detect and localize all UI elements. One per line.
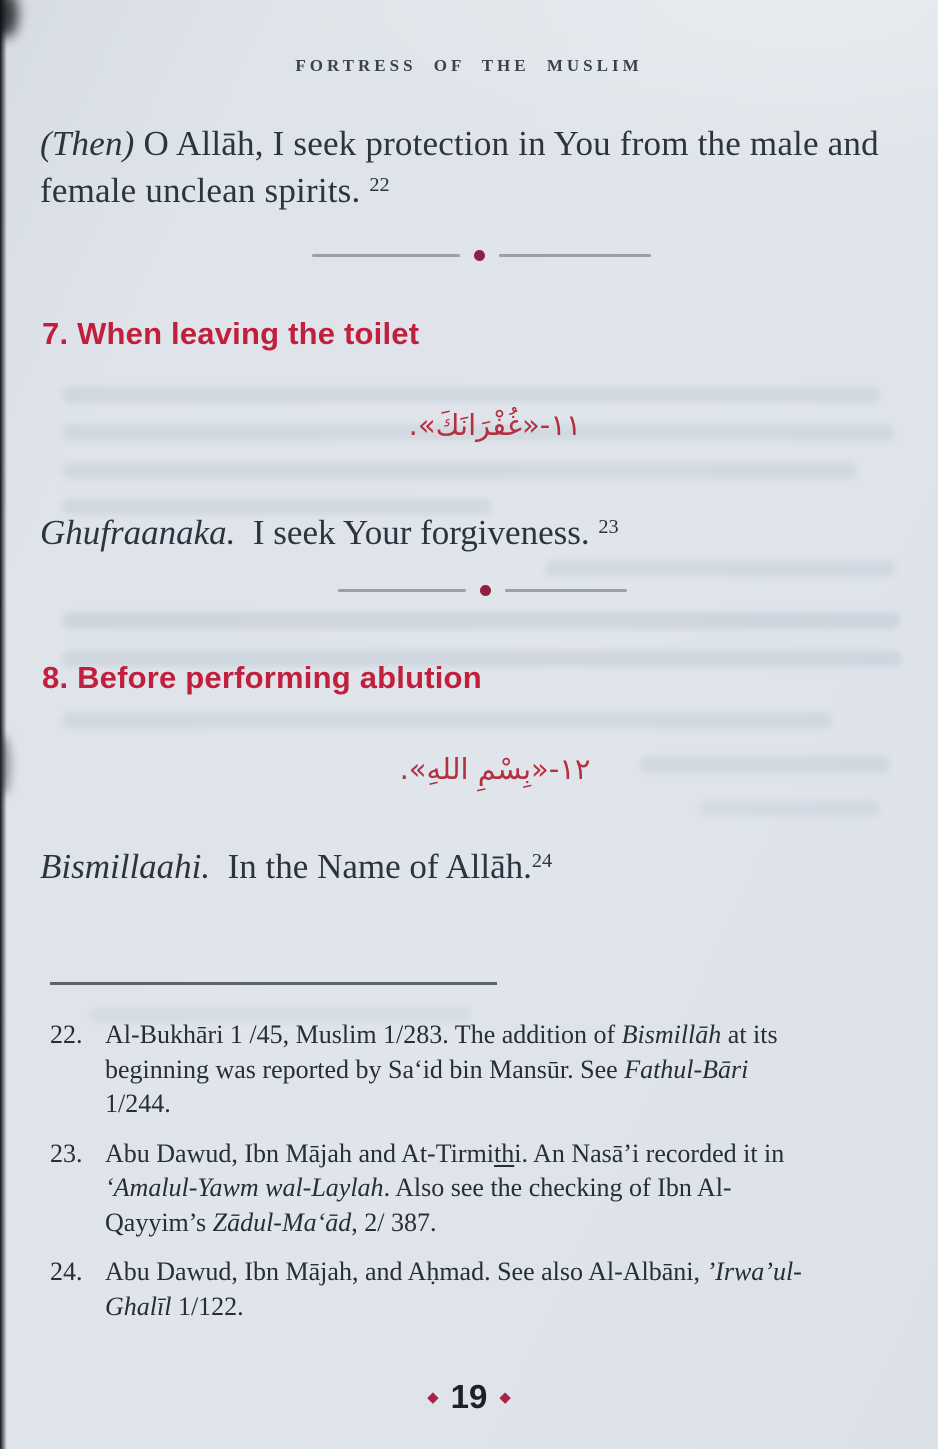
footnote-23	[50, 1137, 850, 1241]
divider-line	[505, 589, 627, 592]
page-folio	[0, 1378, 938, 1416]
divider-dot-icon	[480, 585, 491, 596]
footnote-text: Al-Bukhāri 1 /45, Muslim 1/283. The addition of Bismillāh at its beginning was reported by Sa‘id bin Mansūr. See Fathul-Bāri 1/244.	[105, 1020, 778, 1118]
bleed-through-line	[62, 612, 900, 629]
footnotes-block	[50, 1018, 850, 1339]
footnote-number: 24.	[50, 1257, 83, 1286]
folio-ornament-icon: ◆	[499, 1387, 511, 1406]
folio-ornament-icon: ◆	[427, 1387, 439, 1406]
page-number: 19	[450, 1378, 488, 1415]
footnote-number: 22.	[50, 1020, 83, 1049]
footnote-text: Abu Dawud, Ibn Mājah, and Aḥmad. See also Al-Albāni, ’Irwa’ul-Ghalīl 1/122.	[105, 1257, 802, 1321]
footnote-separator-rule	[50, 982, 497, 985]
footnote-22	[50, 1018, 850, 1122]
divider-line	[338, 589, 466, 592]
section-divider	[338, 585, 627, 596]
section-7-heading: 7. When leaving the toilet	[42, 316, 420, 351]
footnote-number: 23.	[50, 1138, 83, 1168]
footnote-24	[50, 1255, 850, 1324]
section-8-heading: 8. Before performing ablution	[42, 660, 482, 695]
section-8-arabic-text: ١٢-«بِسْمِ اللهِ».	[399, 752, 591, 786]
bleed-through-line	[62, 712, 832, 729]
section-7-arabic-text: ١١-«غُفْرَانَكَ».	[408, 408, 582, 442]
intro-paragraph: (Then) O Allāh, I seek protection in You from the male and female unclean spirits. $^{22}$	[40, 124, 879, 210]
bleed-through-line	[700, 800, 880, 817]
bleed-through-line	[545, 560, 895, 577]
footnote-text: Abu Dawud, Ibn Mājah and At-Tirmithi. An Nasā’i recorded it in ‘Amalul-Yawm wal-Laylah. Also see the checking of Ibn Al-Qayyim’s Zādul-Ma‘ād, 2/ 387.	[105, 1138, 785, 1237]
scan-corner-shadow	[0, 0, 18, 38]
section-divider	[312, 250, 651, 261]
divider-line	[499, 254, 651, 257]
section-8-translation: Bismillaahi. In the Name of Allāh.$^{24}$	[40, 847, 553, 886]
scan-edge-shadow	[0, 0, 7, 1449]
divider-dot-icon	[474, 250, 485, 261]
running-head: FORTRESS OF THE MUSLIM	[295, 56, 643, 75]
divider-line	[312, 254, 460, 257]
bleed-through-line	[62, 462, 857, 479]
section-7-translation: Ghufraanaka. I seek Your forgiveness. $^{23}$	[40, 513, 619, 552]
bleed-through-line	[62, 386, 880, 403]
